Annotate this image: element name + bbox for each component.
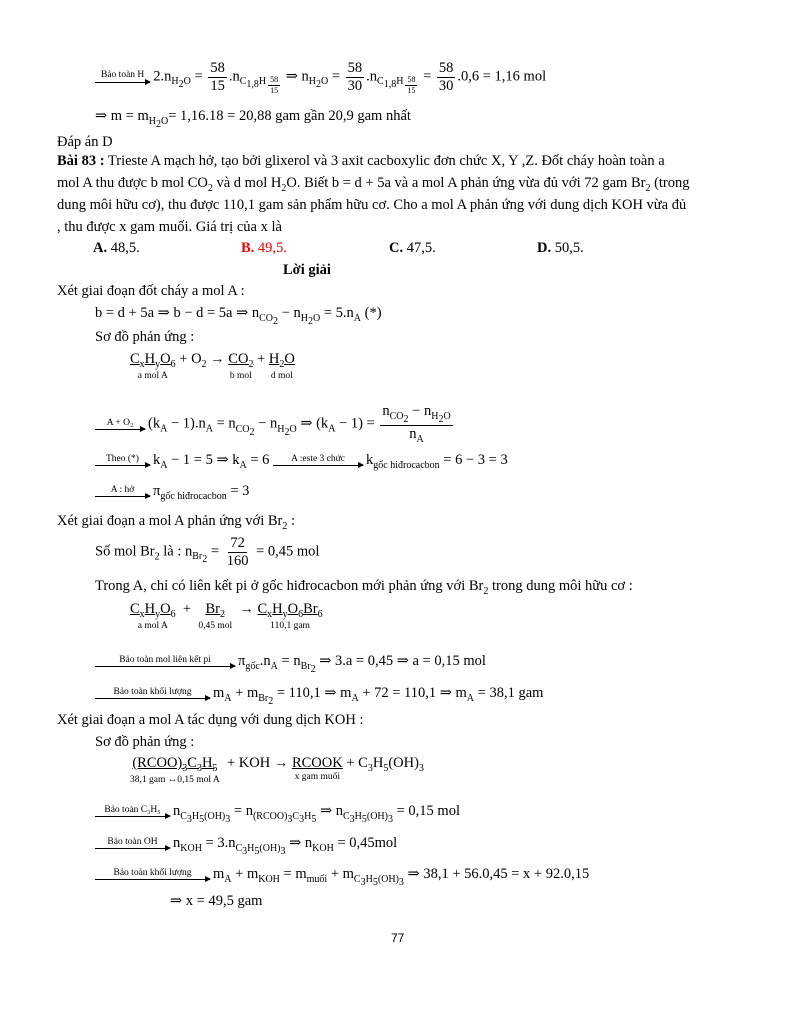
k-equation: A + O₂ $(k_A - 1).n_A = n_{CO_2} - n_{H_2O}$ ⇒ $(k_A - 1)$ = $\frac{n_{CO_2} - n_{H_2O}}{n_A}$ [95,403,455,446]
mass-result-line: ⇒ $m = m_{H_2O}= 1,16.18 = 20,88$ gam gần 20,9 gam nhất [95,108,411,130]
stage1-heading: Xét giai đoạn đốt cháy a mol A : [57,283,245,299]
pi-balance-line: Bảo toàn mol liên kết pi $\pi_{gốc}.n_A = n_{Br_2}$ ⇒ 3.a = 0,45 ⇒ a = 0,15 mol [95,653,486,676]
br-moles-line: Số mol $Br_2$ là : $n_{Br_2}$ = $\frac{72}{160}$ = 0,45 mol [95,535,320,569]
equation-hydrogen-balance: Bảo toàn H $2.n_{H_2O}$ = $\frac{58}{15}$ $.n_{C_{1,8}H _{\frac{58}{15}}}$ ⇒ $n_{H_2O}$ = $\frac{58}{30}$ $.n_{C_{1,8}H _{\frac{58}{15}}}$ = $\frac{58}{30}$ .0,6 = 1,16 mol [95,60,546,95]
mass-balance-line-2: Bảo toàn khối lượng $m_A + m_{KOH} = m_{muối} + m_{C_3H_5(OH)_3}$ ⇒ 38,1 + 56.0,45 = x + 92.0,15 [95,866,589,889]
stage1-equation: b = d + 5a ⇒ b − d = 5a ⇒ $n_{CO_2} - n_{H_2O} = 5.n_A$ (*) [95,305,382,327]
solution-title: Lời giải [283,262,331,278]
page-number: 77 [391,931,405,945]
oh-balance-line: Bảo toàn OH $n_{KOH} = 3.n_{C_3H_5(OH)_3}$ ⇒ $n_{KOH} = 0,45mol$ [95,835,397,858]
option-d[interactable]: D. 50,5. [537,240,584,256]
option-c[interactable]: C. 47,5. [389,240,436,256]
question-line-1: Bài 83 : Trieste A mạch hở, tạo bởi glixerol và 3 axit cacboxylic đơn chức X, Y ,Z. Đốt cháy hoàn toàn a [57,153,665,169]
arrow-bao-toan-h: Bảo toàn H [95,71,150,83]
scheme-label-1: Sơ đồ phản ứng : [95,329,195,345]
mass-balance-line-1: Bảo toàn khối lượng $m_A + m_{Br_2} = 110,1$ ⇒ $m_A + 72 = 110,1$ ⇒ $m_A = 38,1$ gam [95,685,543,708]
k-value-line: Theo (*) $k_A - 1 = 5$ ⇒ $k_A = 6$ A :este 3 chức $k_{gốc hiđrocacbon} = 6 - 3 = 3$ [95,452,508,472]
saponification-scheme: $(RCOO)_3C_3H_5$ 38,1 gam ↔0,15 mol A + KOH → RCOOK x gam muối + $C_3H_5(OH)_3$ [130,755,424,785]
pi-bond-note: Trong A, chỉ có liên kết pi ở gốc hiđrocacbon mới phản ứng với $Br_2$ trong dung môi hữu cơ : [95,578,633,597]
question-line-2: mol A thu được b mol $CO_2$ và d mol $H_2O$. Biết b = d + 5a và a mol A phản ứng vừa đủ với 72 gam $Br_2$ (trong [57,175,690,194]
option-a[interactable]: A. 48,5. [93,240,140,256]
bromination-scheme: $C_xH_yO_6$ a mol A + $Br_2$ 0,45 mol → $C_xH_yO_6Br_6$ 110,1 gam [130,601,323,631]
combustion-scheme: $C_xH_yO_6$ a mol A + $O_2$ → $CO_2$ b mol + $H_2O$ d mol [130,351,295,381]
options-row [93,240,687,257]
stage3-heading: Xét giai đoạn a mol A tác dụng với dung dịch KOH : [57,712,364,728]
stage2-heading: Xét giai đoạn a mol A phản ứng với $Br_2$ : [57,513,296,532]
scheme-label-2: Sơ đồ phản ứng : [95,734,195,750]
c3h5-balance-line: Bảo toàn C₃H₅ $n_{C_3H_5(OH)_3} = n_{(RCOO)_3C_3H_5}$ ⇒ $n_{C_3H_5(OH)_3} = 0,15$ mol [95,803,460,826]
option-b[interactable]: B. 49,5. [241,240,287,256]
fraction: $\frac{58}{15}$ [210,60,225,94]
answer-line: Đáp án D [57,134,113,150]
question-line-4: , thu được x gam muối. Giá trị của x là [57,219,282,235]
question-line-3: dung môi hữu cơ), thu được 110,1 gam sản phẩm hữu cơ. Cho a mol A phản ứng với dung dịch KOH vừa đủ [57,197,687,213]
question-title: Bài 83 : [57,153,105,169]
final-result: ⇒ x = 49,5 gam [170,893,263,909]
pi-line: A : hở $\pi_{gốc hiđrocacbon} = 3$ [95,483,249,503]
